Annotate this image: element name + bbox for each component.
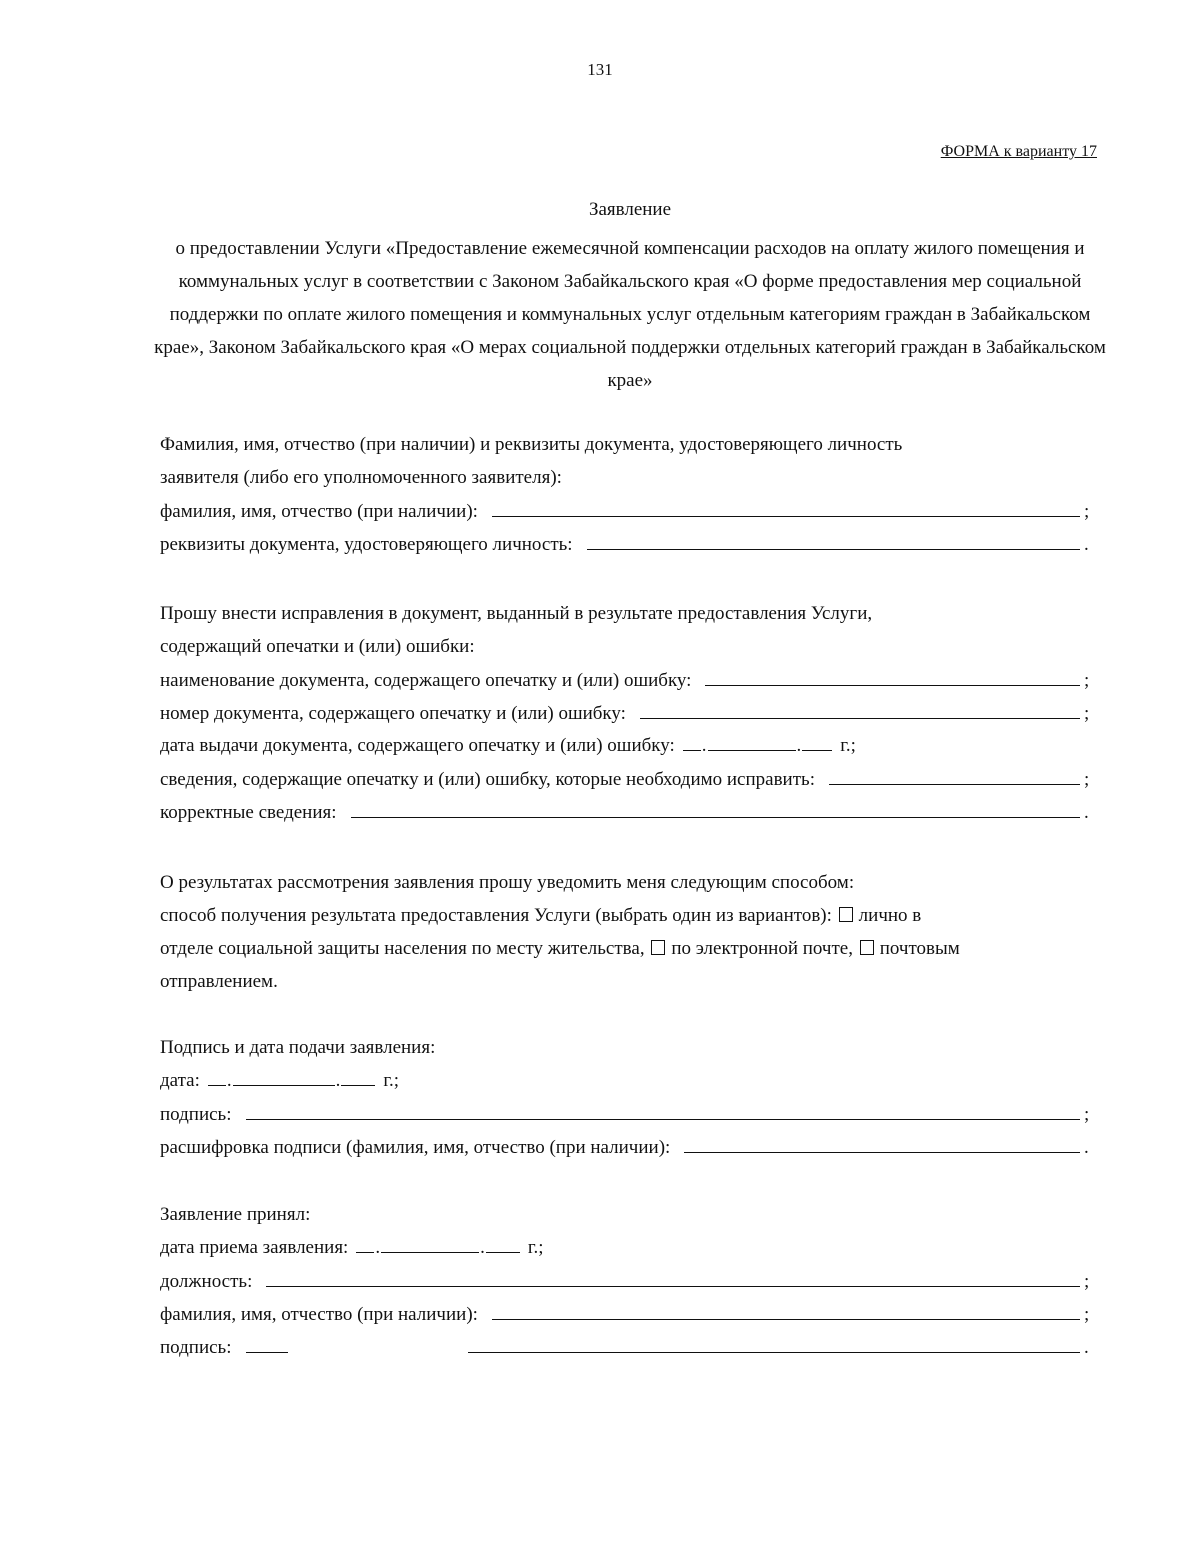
signature-sign-row: подпись: ;: [160, 1097, 1090, 1130]
accepted-date-month-field[interactable]: [381, 1234, 479, 1253]
accepted-heading: Заявление принял:: [160, 1204, 311, 1225]
applicant-name-row: фамилия, имя, отчество (при наличии): ;: [160, 494, 1090, 527]
doc-date-year-field[interactable]: [802, 732, 832, 751]
document-title: Заявление: [588, 199, 672, 220]
accepted-position-label: должность:: [160, 1271, 253, 1292]
accepted-name-field[interactable]: [492, 1297, 1080, 1320]
signature-decode-row: расшифровка подписи (фамилия, имя, отчество (при наличии): .: [160, 1130, 1090, 1163]
notification-method-prefix: способ получения результата предоставления Услуги (выбрать один из вариантов):: [160, 905, 832, 926]
accepted-sign-short-field[interactable]: [246, 1334, 288, 1353]
applicant-intro-1: Фамилия, имя, отчество (при наличии) и реквизиты документа, удостоверяющего личность: [160, 434, 903, 455]
post-checkbox[interactable]: [860, 940, 874, 955]
applicant-name-label: фамилия, имя, отчество (при наличии):: [160, 501, 478, 522]
applicant-name-field[interactable]: [492, 494, 1080, 517]
notification-section: [160, 866, 1090, 998]
accepted-date-day-field[interactable]: [356, 1234, 374, 1253]
form-reference: ФОРМА к варианту 17: [940, 143, 1097, 160]
notification-intro: О результатах рассмотрения заявления прошу уведомить меня следующим способом:: [160, 872, 855, 893]
applicant-id-field[interactable]: [587, 527, 1080, 550]
in-person-checkbox[interactable]: [839, 907, 853, 922]
applicant-id-label: реквизиты документа, удостоверяющего личность:: [160, 534, 573, 555]
in-person-label-b: отделе социальной защиты населения по месту жительства,: [160, 938, 645, 959]
signature-date-month-field[interactable]: [233, 1067, 335, 1086]
doc-number-label: номер документа, содержащего опечатку и (или) ошибку:: [160, 703, 626, 724]
signature-decode-label: расшифровка подписи (фамилия, имя, отчество (при наличии):: [160, 1137, 671, 1158]
signature-section: [160, 1031, 1090, 1163]
doc-date-label: дата выдачи документа, содержащего опечатку и (или) ошибку:: [160, 735, 675, 756]
errors-row: сведения, содержащие опечатку и (или) ошибку, которые необходимо исправить: ;: [160, 762, 1090, 795]
correct-row: корректные сведения: .: [160, 795, 1090, 828]
signature-sign-label: подпись:: [160, 1104, 232, 1125]
doc-name-row: наименование документа, содержащего опечатку и (или) ошибку: ;: [160, 663, 1090, 696]
accepted-position-row: должность: ;: [160, 1264, 1090, 1297]
accepted-sign-row: подпись: .: [160, 1330, 1090, 1363]
errors-field[interactable]: [829, 762, 1080, 785]
signature-decode-field[interactable]: [684, 1130, 1080, 1153]
accepted-name-row: фамилия, имя, отчество (при наличии): ;: [160, 1297, 1090, 1330]
doc-name-label: наименование документа, содержащего опечатку и (или) ошибку:: [160, 670, 692, 691]
applicant-section: [160, 428, 1090, 560]
doc-name-field[interactable]: [705, 663, 1080, 686]
accepted-name-label: фамилия, имя, отчество (при наличии):: [160, 1304, 478, 1325]
correct-label: корректные сведения:: [160, 802, 337, 823]
accepted-sign-field[interactable]: [468, 1330, 1080, 1353]
accepted-date-year-field[interactable]: [486, 1234, 520, 1253]
accepted-section: [160, 1198, 1090, 1363]
signature-date-day-field[interactable]: [208, 1067, 226, 1086]
accepted-date-row: дата приема заявления: . . г.;: [160, 1231, 1090, 1264]
doc-number-row: номер документа, содержащего опечатку и (или) ошибку: ;: [160, 696, 1090, 729]
correct-field[interactable]: [351, 795, 1080, 818]
email-label: по электронной почте,: [671, 938, 853, 959]
doc-date-day-field[interactable]: [683, 732, 701, 751]
applicant-intro-2: заявителя (либо его уполномоченного заявителя):: [160, 467, 562, 488]
in-person-label-a: лично в: [858, 905, 922, 926]
signature-date-year-field[interactable]: [341, 1067, 375, 1086]
accepted-date-label: дата приема заявления:: [160, 1237, 349, 1258]
signature-sign-field[interactable]: [246, 1097, 1080, 1120]
correction-intro-1: Прошу внести исправления в документ, выданный в результате предоставления Услуги,: [160, 603, 873, 624]
signature-date-row: дата: . . г.;: [160, 1064, 1090, 1097]
page-number: 131: [587, 60, 613, 79]
correction-intro-2: содержащий опечатки и (или) ошибки:: [160, 636, 475, 657]
document-subtitle: о предоставлении Услуги «Предоставление ежемесячной компенсации расходов на оплату жилого помещения и коммунальных услуг в соответствии с Законом Забайкальского края «О форме предоставления мер социальной поддержки по оплате жилого помещения и коммунальных услуг отдельным категориям граждан в Забайкальском крае», Законом Забайкальского края «О мерах социальной поддержки отдельных категорий граждан в Забайкальском крае»: [154, 238, 1106, 391]
errors-label: сведения, содержащие опечатку и (или) ошибку, которые необходимо исправить:: [160, 769, 815, 790]
signature-heading: Подпись и дата подачи заявления:: [160, 1037, 436, 1058]
applicant-id-row: реквизиты документа, удостоверяющего личность: .: [160, 527, 1090, 560]
doc-date-month-field[interactable]: [708, 732, 796, 751]
doc-date-row: дата выдачи документа, содержащего опечатку и (или) ошибку: . . г.;: [160, 729, 1090, 762]
doc-number-field[interactable]: [640, 696, 1080, 719]
signature-date-label: дата:: [160, 1070, 200, 1091]
email-checkbox[interactable]: [651, 940, 665, 955]
post-label-a: почтовым: [879, 938, 960, 959]
accepted-position-field[interactable]: [266, 1264, 1080, 1287]
post-label-b: отправлением.: [160, 971, 278, 992]
correction-section: [160, 597, 1090, 828]
accepted-sign-label: подпись:: [160, 1337, 232, 1358]
